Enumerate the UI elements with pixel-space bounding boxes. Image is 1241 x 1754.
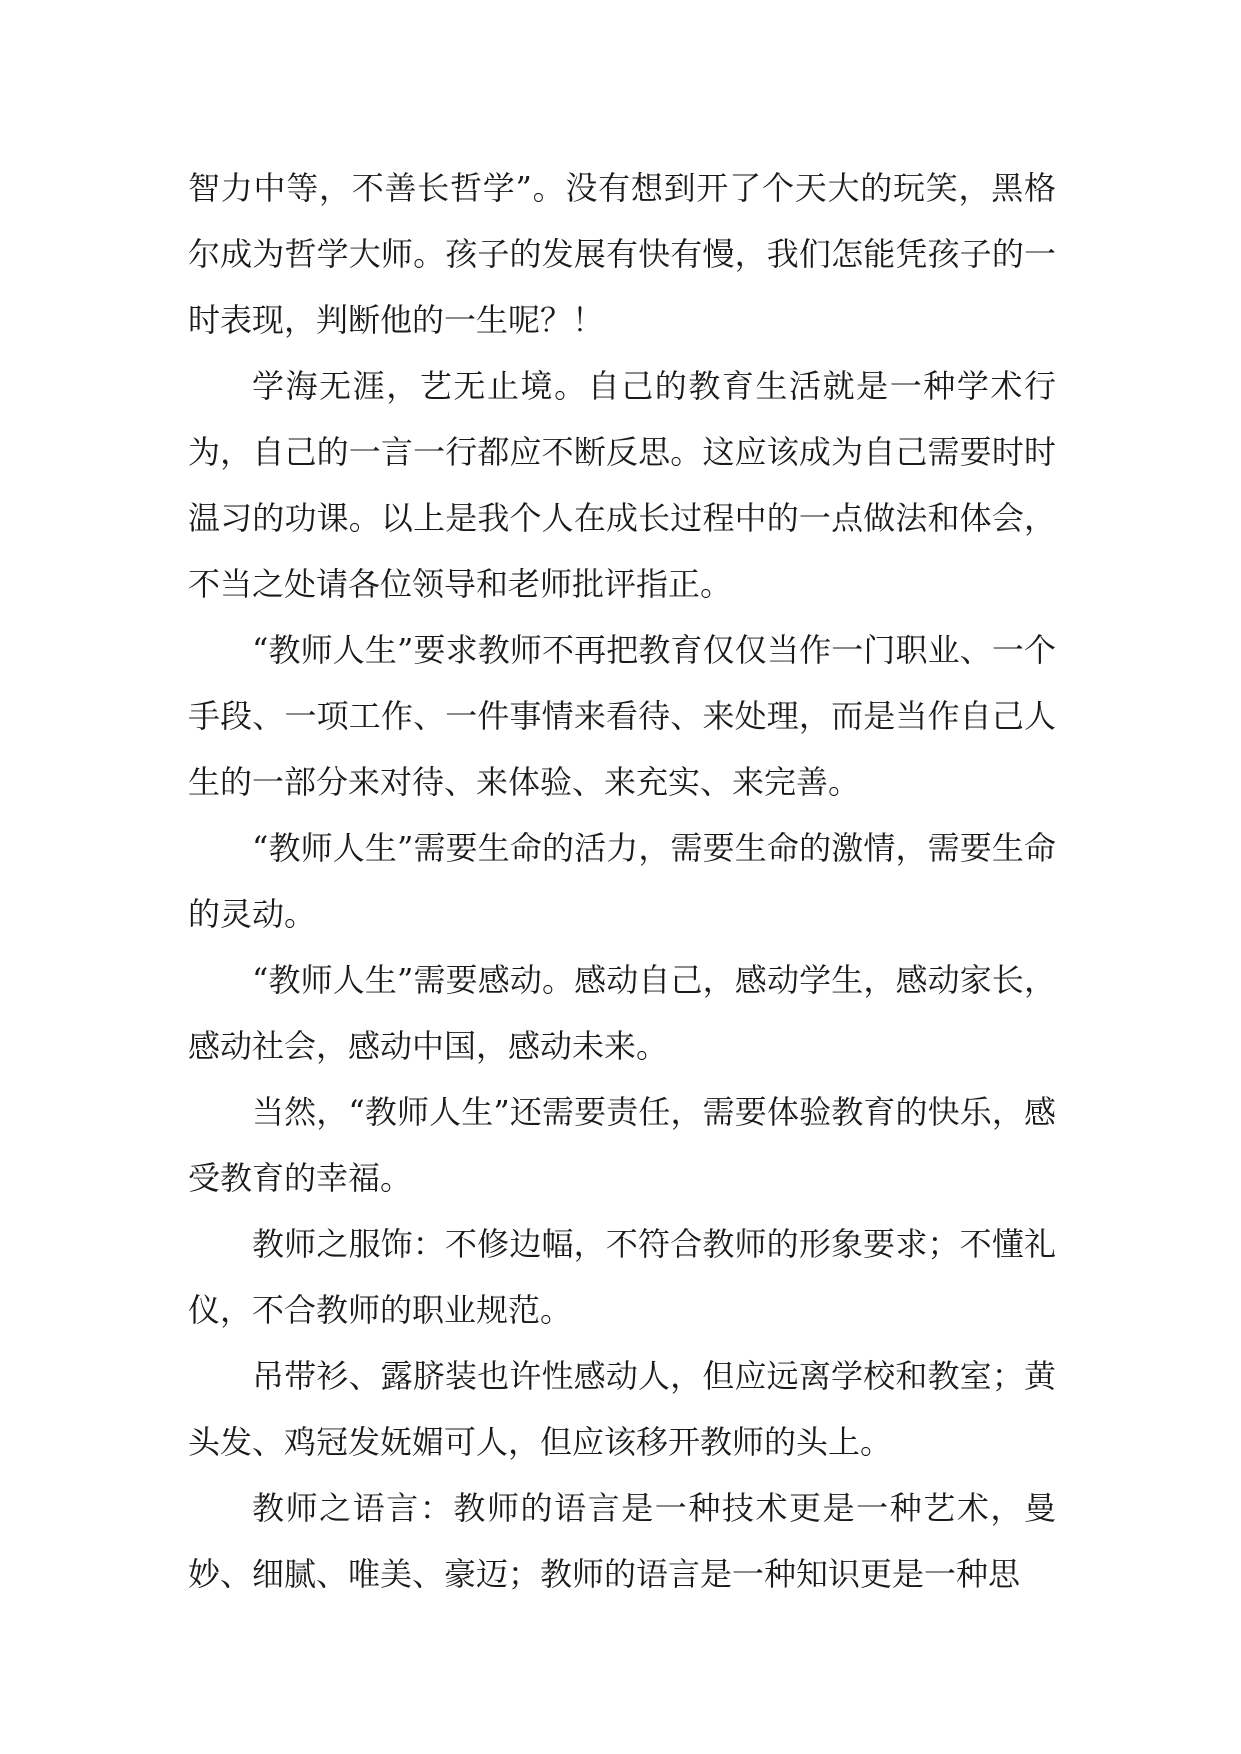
paragraph: 当然，“教师人生”还需要责任，需要体验教育的快乐，感受教育的幸福。	[188, 1093, 1056, 1197]
paragraph: “教师人生”需要生命的活力，需要生命的激情，需要生命的灵动。	[188, 829, 1056, 933]
paragraph-continued: 智力中等，不善长哲学”。没有想到开了个天大的玩笑，黑格尔成为哲学大师。孩子的发展有快有慢，我们怎能凭孩子的一时表现，判断他的一生呢？！	[188, 169, 1056, 339]
paragraph: “教师人生”要求教师不再把教育仅仅当作一门职业、一个手段、一项工作、一件事情来看待、来处理，而是当作自己人生的一部分来对待、来体验、来充实、来完善。	[188, 631, 1056, 801]
paragraph: 教师之服饰：不修边幅，不符合教师的形象要求；不懂礼仪，不合教师的职业规范。	[188, 1225, 1056, 1329]
body-text	[188, 155, 1056, 1607]
paragraph: 学海无涯，艺无止境。自己的教育生活就是一种学术行为，自己的一言一行都应不断反思。这应该成为自己需要时时温习的功课。以上是我个人在成长过程中的一点做法和体会，不当之处请各位领导和老师批评指正。	[188, 367, 1056, 603]
paragraph: 教师之语言：教师的语言是一种技术更是一种艺术，曼妙、细腻、唯美、豪迈；教师的语言是一种知识更是一种思	[188, 1489, 1056, 1593]
paragraph: 吊带衫、露脐装也许性感动人，但应远离学校和教室；黄头发、鸡冠发妩媚可人，但应该移开教师的头上。	[188, 1357, 1056, 1461]
paragraph: “教师人生”需要感动。感动自己，感动学生，感动家长，感动社会，感动中国，感动未来。	[188, 961, 1056, 1065]
